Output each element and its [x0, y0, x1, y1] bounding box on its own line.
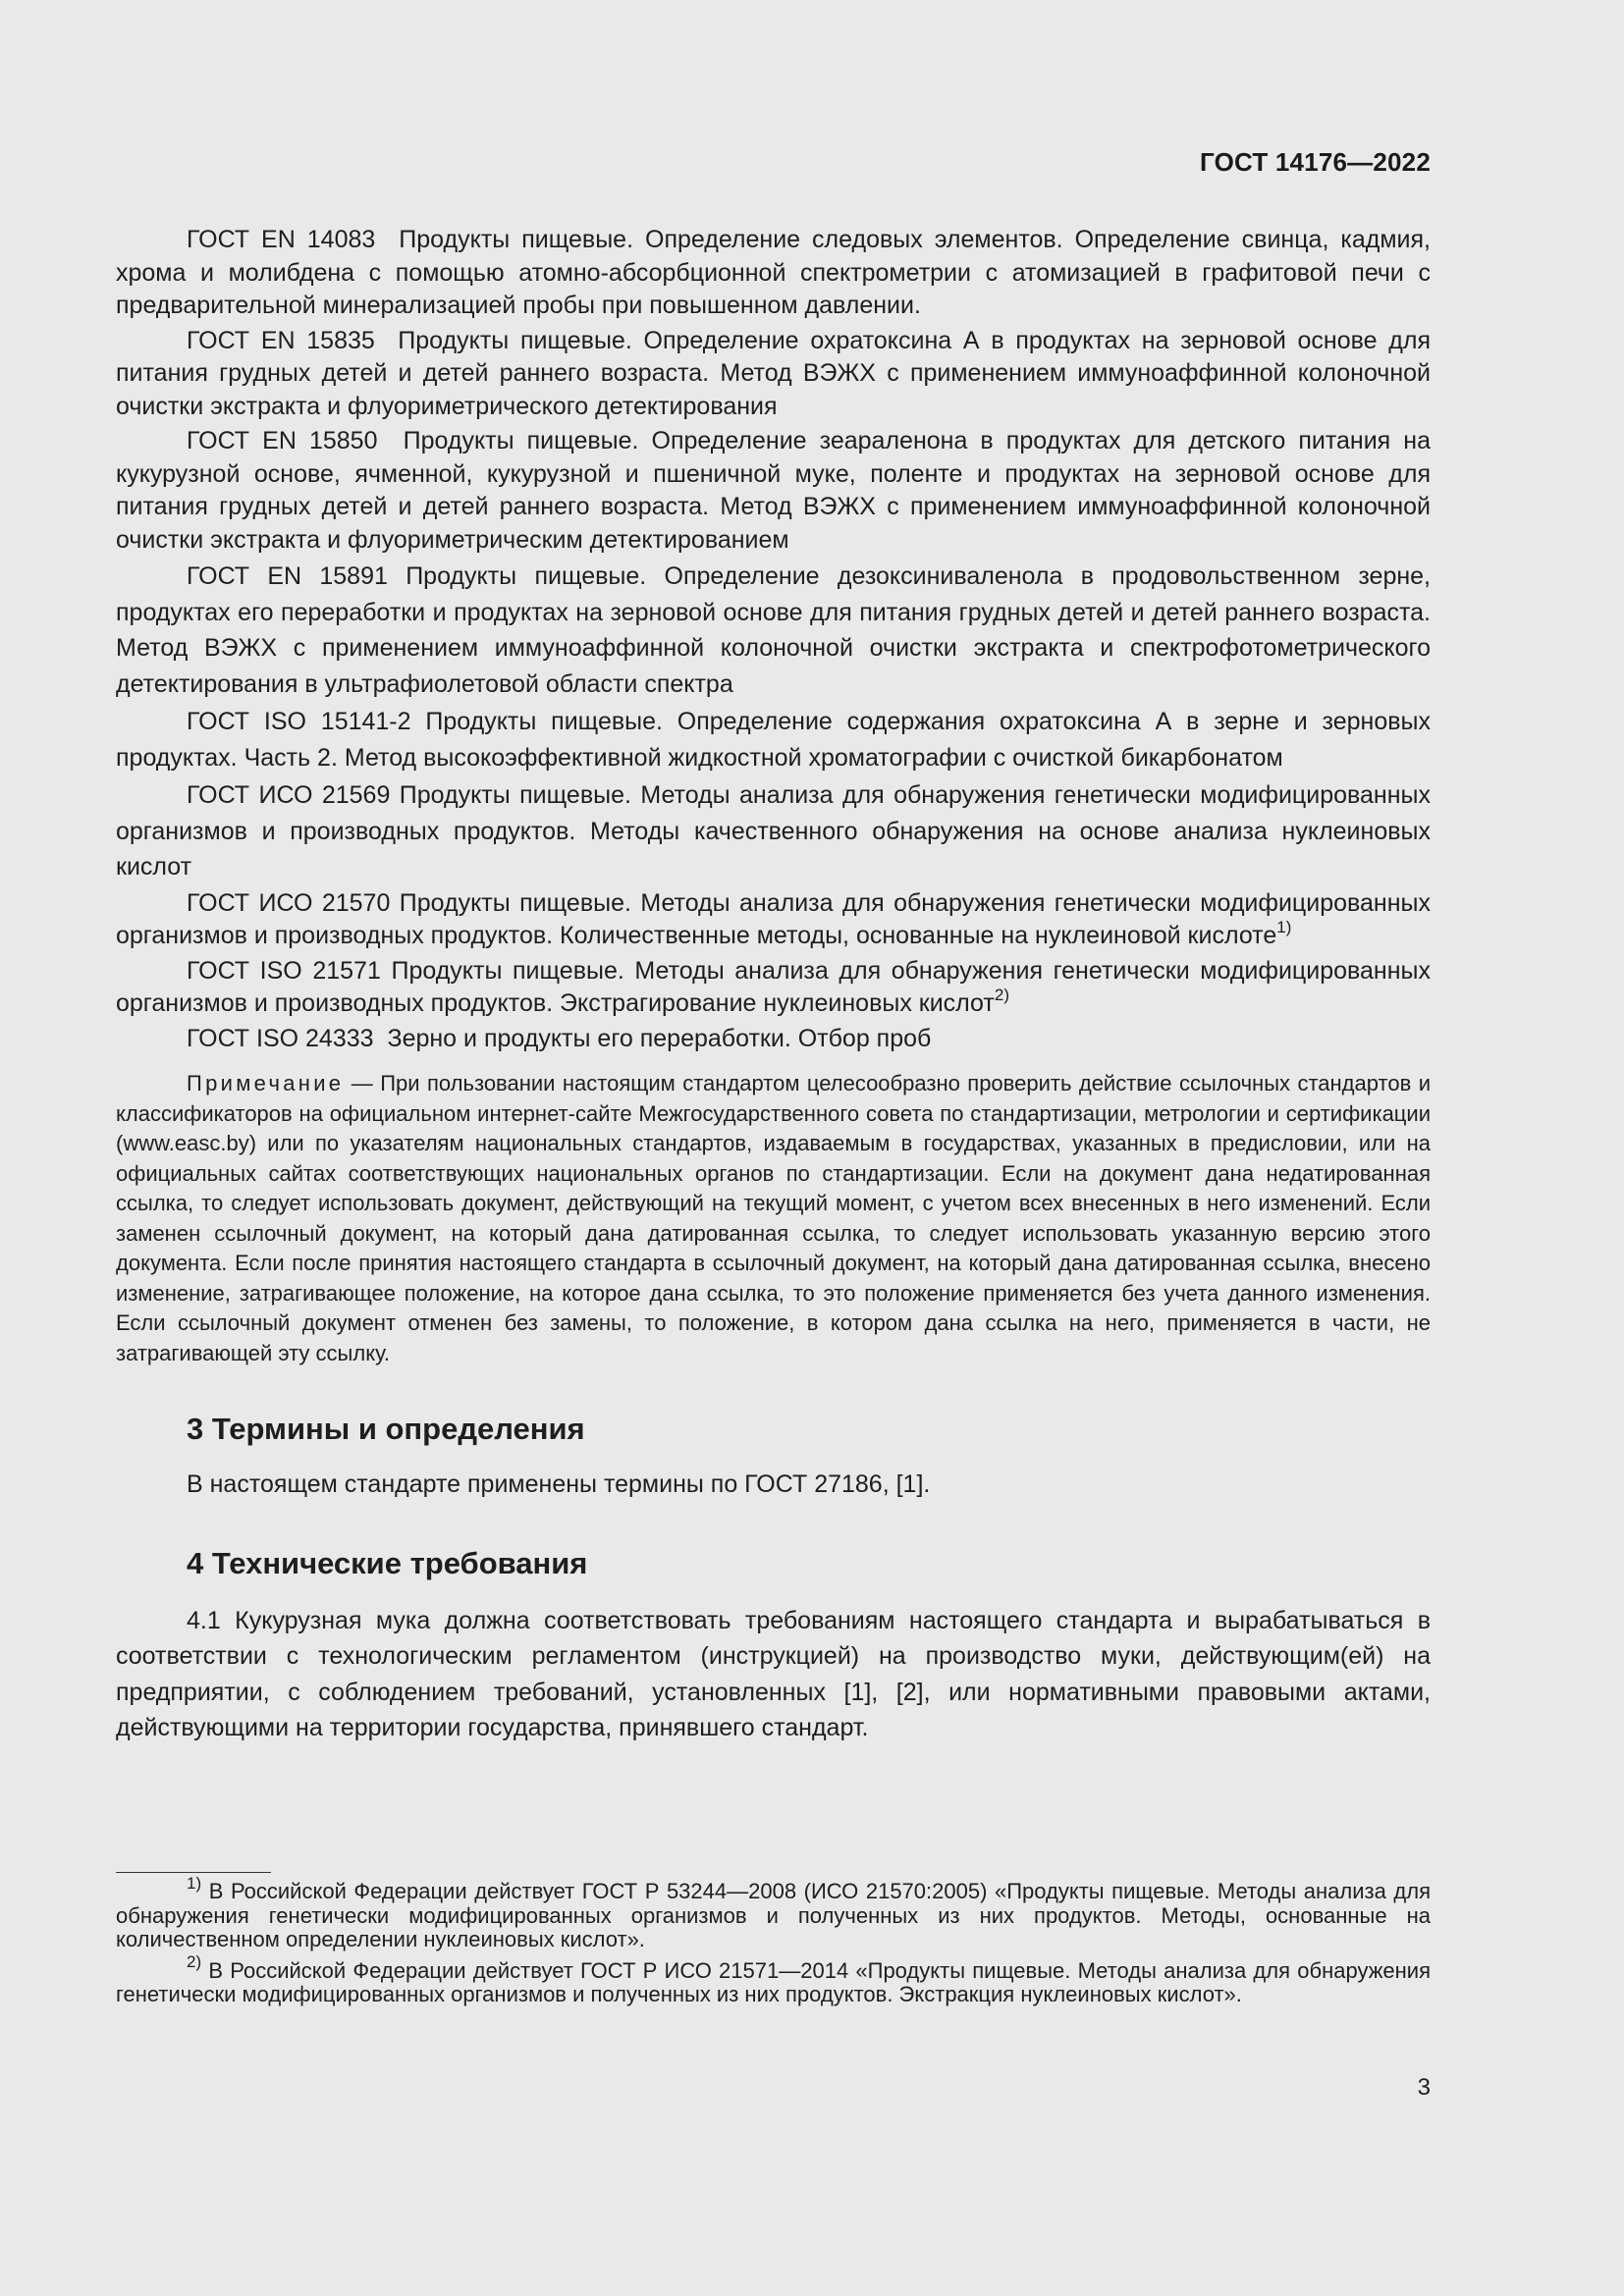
footnote-marker: 2)	[994, 985, 1009, 1004]
reference-title: Продукты пищевые. Определение зеараленона в продуктах для детского питания на кукурузной основе, ячменной, кукурузной и пшеничной муке, поленте и продуктах на зерновой основе для питания грудных детей и детей раннего возраста. Метод ВЭЖХ с применением иммуноаффинной колоночной очистки экстракта и флуориметрическим детектированием	[116, 427, 1431, 554]
reference-title: Продукты пищевые. Определение следовых элементов. Определение свинца, кадмия, хрома и молибдена с помощью атомно-абсорбционной спектрометрии с атомизацией в графитовой печи с предварительной минерализацией пробы при повышенном давлении.	[116, 226, 1431, 319]
section-3-heading: 3 Термины и определения	[187, 1412, 585, 1446]
footnote-2	[116, 1952, 1431, 2007]
reference-title: Продукты пищевые. Методы анализа для обнаружения генетически модифицированных организмов и производных продуктов. Экстрагирование нуклеиновых кислот	[116, 956, 1431, 1017]
footnotes	[116, 1873, 1431, 2014]
reference-entry	[116, 704, 1431, 775]
reference-code: ГОСТ ИСО 21569	[187, 781, 391, 809]
reference-entry	[116, 955, 1431, 1021]
footnote-mark: 2)	[187, 1952, 202, 1972]
footnote-marker: 1)	[1276, 917, 1292, 936]
reference-entry	[116, 887, 1431, 953]
reference-code: ГОСТ ISO 24333	[187, 1024, 374, 1052]
footnote-text: В Российской Федерации действует ГОСТ Р ИСО 21571—2014 «Продукты пищевые. Методы анализа для обнаружения генетически модифицированных организмов и полученных из них продуктов. Экстракция нуклеиновых кислот».	[116, 1957, 1431, 2006]
reference-code: ГОСТ ISO 15141-2	[187, 708, 411, 735]
note-dash: —	[344, 1071, 381, 1095]
footnote-mark: 1)	[187, 1873, 202, 1893]
reference-title: Продукты пищевые. Определение содержания охратоксина А в зерне и зерновых продуктах. Часть 2. Метод высокоэффективной жидкостной хроматографии с очисткой бикарбонатом	[116, 708, 1431, 772]
reference-entry	[116, 777, 1431, 885]
reference-entry	[116, 224, 1431, 323]
reference-code: ГОСТ ИСО 21570	[187, 888, 391, 917]
reference-code: ГОСТ ISO 21571	[187, 956, 381, 985]
reference-title: Зерно и продукты его переработки. Отбор проб	[387, 1024, 932, 1052]
reference-title: Продукты пищевые. Методы анализа для обнаружения генетически модифицированных организмов и производных продуктов. Количественные методы, основанные на нуклеиновой кислоте	[116, 888, 1431, 949]
note-paragraph	[116, 1069, 1431, 1368]
reference-title: Продукты пищевые. Методы анализа для обнаружения генетически модифицированных организмов и производных продуктов. Методы качественного обнаружения на основе анализа нуклеиновых кислот	[116, 781, 1431, 881]
footnote-text: В Российской Федерации действует ГОСТ Р 53244—2008 (ИСО 21570:2005) «Продукты пищевые. Методы анализа для обнаружения генетически модифицированных организмов и полученных из них продуктов. Методы, основанные на количественном определении нуклеиновых кислот».	[116, 1879, 1431, 1951]
note-text: При пользовании настоящим стандартом целесообразно проверить действие ссылочных стандартов и классификаторов на официальном интернет-сайте Межгосударственного совета по стандартизации, метрологии и сертификации (www.easc.by) или по указателям национальных стандартов, издаваемым в государствах, указанных в предисловии, или на официальных сайтах соответствующих национальных органов по стандартизации. Если на документ дана недатированная ссылка, то следует использовать документ, действующий на текущий момент, с учетом всех внесенных в него изменений. Если заменен ссылочный документ, на который дана датированная ссылка, то следует использовать указанную версию этого документа. Если после принятия настоящего стандарта в ссылочный документ, на который дана датированная ссылка, внесено изменение, затрагивающее положение, на которое дана ссылка, то это положение применяется без учета данного изменения. Если ссылочный документ отменен без замены, то положение, в котором дана ссылка на него, применяется в части, не затрагивающей эту ссылку.	[116, 1071, 1431, 1365]
document-code-header: ГОСТ 14176—2022	[1200, 147, 1431, 177]
reference-entry	[116, 1023, 1431, 1056]
footnote-separator	[116, 1872, 271, 1873]
section-4-heading: 4 Технические требования	[187, 1545, 588, 1580]
reference-code: ГОСТ EN 15850	[187, 427, 378, 454]
page-number: 3	[1417, 2074, 1431, 2101]
reference-entry	[116, 559, 1431, 702]
document-body	[116, 224, 1431, 1746]
section-4-paragraph-4-1: 4.1 Кукурузная мука должна соответствовать требованиям настоящего стандарта и вырабатываться в соответствии с технологическим регламентом (инструкцией) на производство муки, действующим(ей) на предприятии, с соблюдением требований, установленных [1], [2], или нормативными правовыми актами, действующими на территории государства, принявшего стандарт.	[116, 1606, 1431, 1741]
reference-title: Продукты пищевые. Определение охратоксина А в продуктах на зерновой основе для питания грудных детей и детей раннего возраста. Метод ВЭЖХ с применением иммуноаффинной колоночной очистки экстракта и флуориметрического детектирования	[116, 326, 1431, 420]
reference-code: ГОСТ EN 15891	[187, 562, 388, 590]
section-3-text: В настоящем стандарте применены термины по ГОСТ 27186, [1].	[187, 1470, 931, 1498]
reference-entry	[116, 325, 1431, 424]
reference-code: ГОСТ EN 14083	[187, 226, 376, 253]
reference-code: ГОСТ EN 15835	[187, 326, 375, 354]
reference-title: Продукты пищевые. Определение дезоксиниваленола в продовольственном зерне, продуктах его переработки и продуктах на зерновой основе для питания грудных детей и детей раннего возраста. Метод ВЭЖХ с применением иммуноаффинной колоночной очистки экстракта и спектрофотометрического детектирования в ультрафиолетовой области спектра	[116, 562, 1432, 698]
footnote-1	[116, 1873, 1431, 1952]
note-label: Примечание	[187, 1071, 345, 1095]
reference-entry	[116, 425, 1431, 557]
